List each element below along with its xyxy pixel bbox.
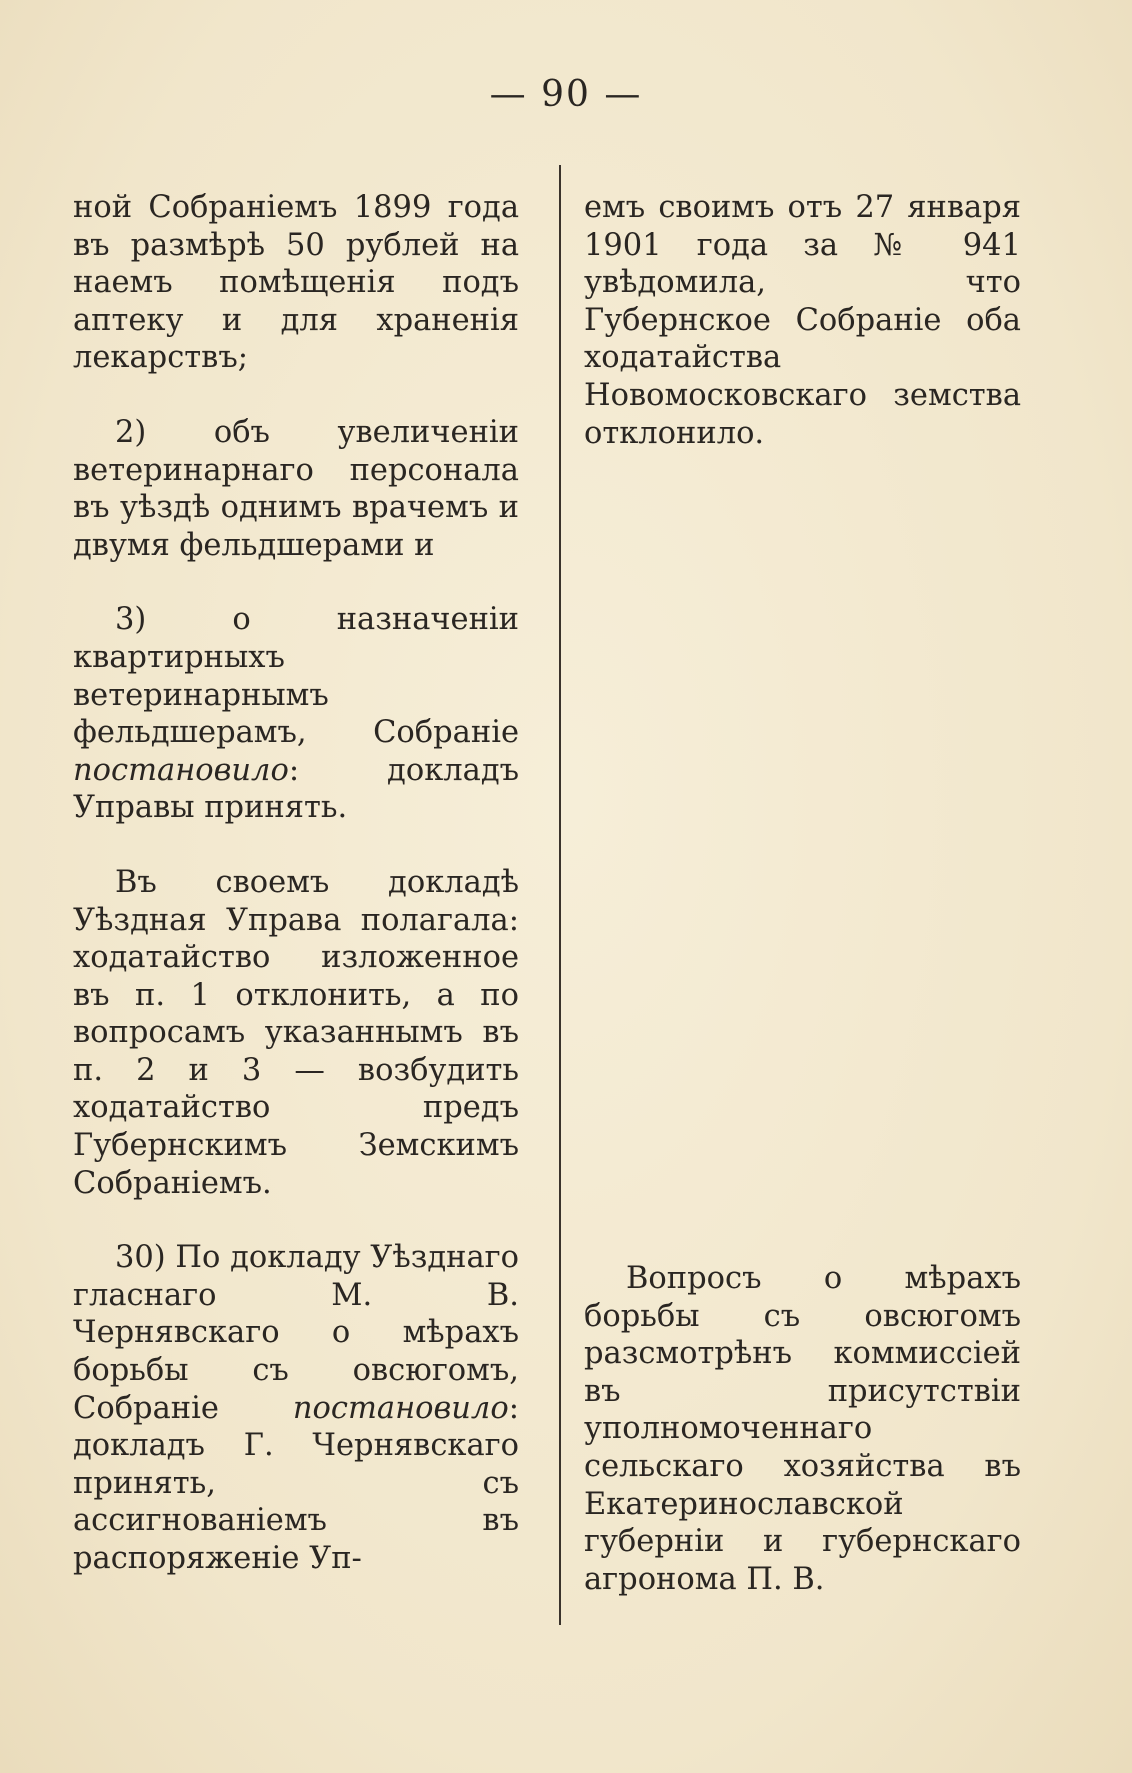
left-paragraph-3 [73, 601, 519, 827]
left-paragraph-3-emphasis: постановило [73, 752, 289, 788]
right-column-bottom [584, 1260, 1021, 1598]
right-paragraph-1: емъ своимъ отъ 27 января 1901 года за № 941 увѣдомила, что Губернское Собраніе оба ходатайства Новомосковскаго земства отклонило. [584, 190, 1021, 451]
left-column [73, 189, 519, 1578]
right-column-top [584, 189, 1021, 452]
left-paragraph-5-emphasis: постановило [292, 1390, 509, 1426]
column-divider [559, 165, 561, 1625]
left-paragraph-3-text-b: : докладъ Управы принять. [73, 752, 519, 826]
left-paragraph-1: ной Собраніемъ 1899 года въ размѣрѣ 50 рублей на наемъ помѣщенія подъ аптеку и для храненія лекарствъ; [73, 190, 519, 376]
left-paragraph-5-text-a: 30) По докладу Уѣзднаго гласнаго М. В. Чернявскаго о мѣрахъ борьбы съ овсюгомъ, Собраніе [73, 1240, 519, 1426]
left-paragraph-5-text-b: : докладъ Г. Чернявскаго принять, съ ассигнованіемъ въ распоряженіе Уп- [73, 1390, 519, 1576]
right-paragraph-2: Вопросъ о мѣрахъ борьбы съ овсюгомъ разсмотрѣнъ коммиссіей въ присутствіи уполномоченнаго сельскаго хозяйства въ Екатеринославской губерніи и губернскаго агронома П. В. [584, 1261, 1021, 1597]
left-paragraph-5 [73, 1239, 519, 1577]
left-paragraph-2: 2) объ увеличеніи ветеринарнаго персонала въ уѣздѣ однимъ врачемъ и двумя фельдшерами и [73, 414, 519, 563]
page-number: — 90 — [489, 74, 643, 115]
left-paragraph-4: Въ своемъ докладѣ Уѣздная Управа полагала: ходатайство изложенное въ п. 1 отклонить, а по вопросамъ указаннымъ въ п. 2 и 3 — возбудить ходатайство предъ Губернскимъ Земскимъ Собраніемъ. [73, 864, 519, 1201]
left-paragraph-3-text-a: 3) о назначеніи квартирныхъ ветеринарнымъ фельдшерамъ, Собраніе [73, 602, 519, 751]
